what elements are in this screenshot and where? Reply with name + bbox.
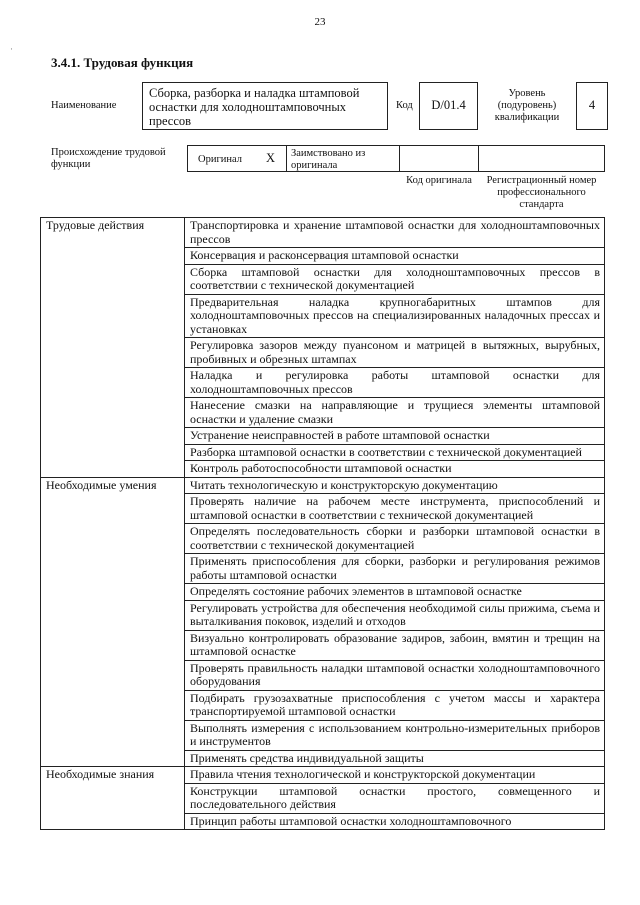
section-item: Правила чтения технологической и конструкторской документации bbox=[185, 767, 605, 784]
original-mark: X bbox=[266, 151, 276, 165]
borrowed-label: Заимствовано из оригинала bbox=[291, 148, 366, 171]
section-item: Нанесение смазки на направляющие и трущиеся элементы штамповой оснастки и удаление смазки bbox=[185, 398, 605, 428]
original-label: Оригинал bbox=[198, 154, 242, 165]
section-title: 3.4.1. Трудовая функция bbox=[51, 55, 194, 70]
section-item: Наладка и регулировка работы штамповой оснастки для холодноштамповочных прессов bbox=[185, 368, 605, 398]
level-value: 4 bbox=[576, 82, 608, 130]
margin-mark: · bbox=[10, 44, 13, 54]
section-category: Необходимые умения bbox=[41, 477, 185, 767]
table-row bbox=[41, 767, 605, 784]
section-item: Проверять правильность наладки штамповой оснастки холодноштамповочного оборудования bbox=[185, 660, 605, 690]
level-label: Уровень (подуровень) квалификации bbox=[494, 88, 560, 123]
section-item: Принцип работы штамповой оснастки холодноштамповочного bbox=[185, 813, 605, 830]
reg-caption: Регистрационный номер профессионального стандарта bbox=[486, 175, 597, 210]
origin-divider bbox=[286, 146, 287, 171]
section-item: Устранение неисправностей в работе штамповой оснастки bbox=[185, 428, 605, 445]
section-item: Конструкции штамповой оснастки простого, совмещенного и последовательного действия bbox=[185, 783, 605, 813]
name-value: Сборка, разборка и наладка штамповой оснастки для холодноштамповочных прессов bbox=[142, 82, 388, 130]
section-item: Визуально контролировать образование задиров, забоин, вмятин и трещин на штамповой оснастке bbox=[185, 630, 605, 660]
page-number: 23 bbox=[314, 16, 326, 28]
function-table bbox=[40, 217, 605, 830]
section-category: Трудовые действия bbox=[41, 218, 185, 478]
section-item: Контроль работоспособности штамповой оснастки bbox=[185, 461, 605, 478]
code-label: Код bbox=[396, 100, 413, 111]
origin-divider bbox=[399, 146, 400, 171]
code-value: D/01.4 bbox=[419, 82, 478, 130]
section-item: Регулировать устройства для обеспечения необходимой силы прижима, съема и выталкивания поковок, изделий и отходов bbox=[185, 600, 605, 630]
section-item: Определять состояние рабочих элементов в штамповой оснастке bbox=[185, 584, 605, 601]
section-item: Сборка штамповой оснастки для холодноштамповочных прессов в соответствии с технической документацией bbox=[185, 264, 605, 294]
table-row bbox=[41, 218, 605, 248]
section-item: Определять последовательность сборки и разборки штамповой оснастки в соответствии с технической документацией bbox=[185, 524, 605, 554]
section-item: Транспортировка и хранение штамповой оснастки для холодноштамповочных прессов bbox=[185, 218, 605, 248]
section-item: Разборка штамповой оснастки в соответствии с технической документацией bbox=[185, 444, 605, 461]
origin-label: Происхождение трудовой функции bbox=[51, 147, 166, 170]
section-item: Применять средства индивидуальной защиты bbox=[185, 750, 605, 767]
section-item: Выполнять измерения с использованием контрольно-измерительных приборов и инструментов bbox=[185, 720, 605, 750]
table-row bbox=[41, 477, 605, 494]
section-item: Читать технологическую и конструкторскую документацию bbox=[185, 477, 605, 494]
section-item: Применять приспособления для сборки, разборки и регулирования режимов работы штамповой оснастки bbox=[185, 554, 605, 584]
section-category: Необходимые знания bbox=[41, 767, 185, 830]
section-item: Консервация и расконсервация штамповой оснастки bbox=[185, 248, 605, 265]
section-item: Предварительная наладка крупногабаритных штампов для холодноштамповочных прессов на специализированных наладочных прессах и установках bbox=[185, 294, 605, 338]
section-item: Проверять наличие на рабочем месте инструмента, приспособлений и штамповой оснастки в соответствии с технической документацией bbox=[185, 494, 605, 524]
section-item: Регулировка зазоров между пуансоном и матрицей в вытяжных, вырубных, пробивных и обрезных штампах bbox=[185, 338, 605, 368]
name-label: Наименование bbox=[51, 100, 117, 111]
origin-divider bbox=[478, 146, 479, 171]
origin-table bbox=[187, 145, 605, 172]
code-caption: Код оригинала bbox=[406, 175, 472, 186]
section-item: Подбирать грузозахватные приспособления с учетом массы и характера транспортируемой штамповой оснастки bbox=[185, 690, 605, 720]
